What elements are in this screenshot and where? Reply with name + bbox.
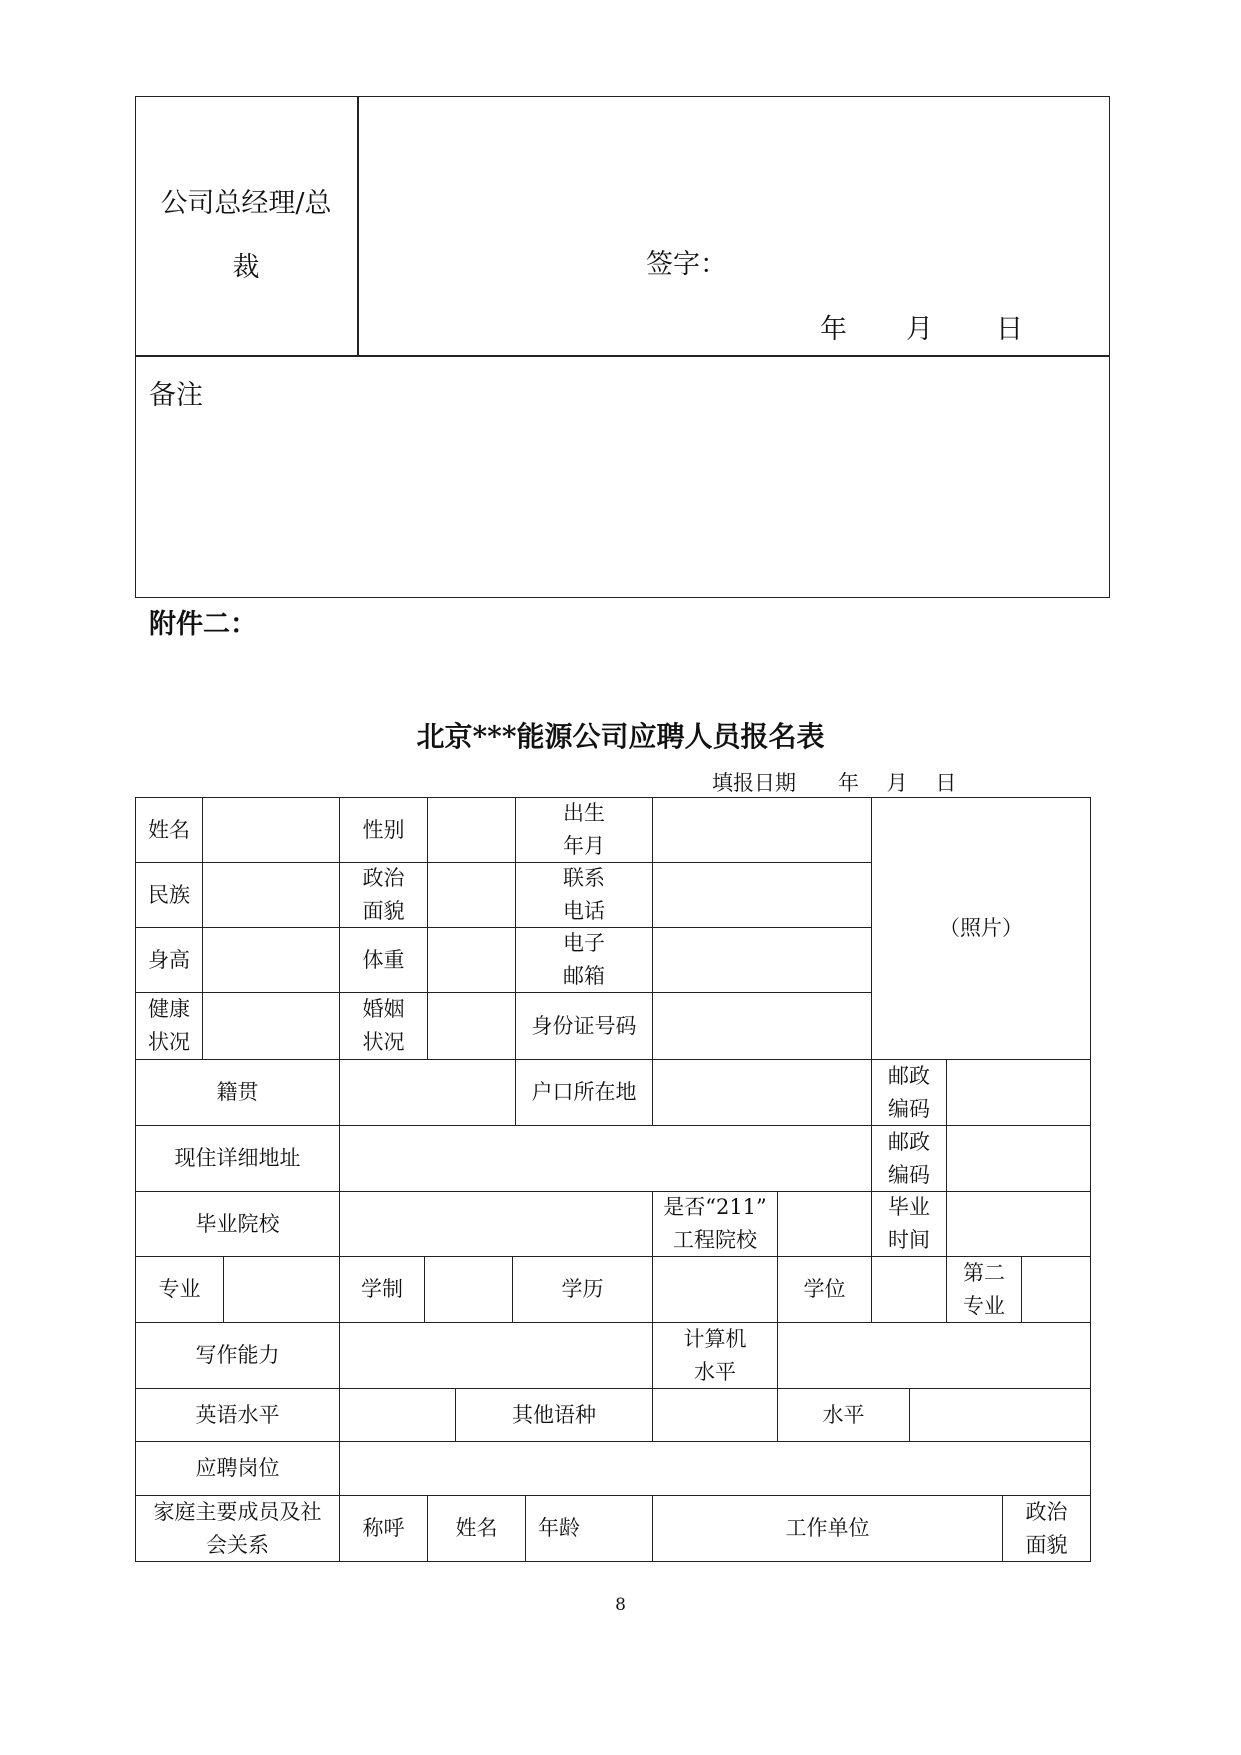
attachment-heading: 附件二：	[149, 609, 257, 640]
field-education[interactable]	[652, 1256, 778, 1323]
label-family-political: 政治 面貌	[1002, 1495, 1091, 1562]
field-hukou[interactable]	[652, 1059, 872, 1126]
field-height[interactable]	[202, 927, 340, 993]
label-relation: 称呼	[339, 1495, 428, 1562]
label-birth: 出生 年月	[515, 797, 653, 863]
label-age: 年龄	[525, 1495, 653, 1562]
date-year-label: 年	[820, 314, 847, 345]
field-address[interactable]	[339, 1125, 872, 1192]
label-family: 家庭主要成员及社 会关系	[135, 1495, 340, 1562]
remarks-label: 备注	[149, 380, 203, 411]
gm-label: 公司总经理/总 裁	[160, 188, 332, 283]
label-native-place: 籍贯	[135, 1059, 340, 1126]
field-position[interactable]	[339, 1441, 1091, 1496]
date-day-label: 日	[996, 314, 1023, 345]
label-gender: 性别	[339, 797, 428, 863]
label-marital: 婚姻 状况	[339, 992, 428, 1060]
label-name: 姓名	[135, 797, 203, 863]
field-second-major[interactable]	[1021, 1256, 1091, 1323]
label-writing: 写作能力	[135, 1322, 340, 1389]
field-name[interactable]	[202, 797, 340, 863]
field-id-number[interactable]	[652, 992, 872, 1060]
label-family-name: 姓名	[427, 1495, 526, 1562]
field-postcode-1[interactable]	[946, 1059, 1091, 1126]
label-english: 英语水平	[135, 1388, 340, 1442]
field-major[interactable]	[223, 1256, 340, 1323]
field-degree[interactable]	[871, 1256, 947, 1323]
field-ethnicity[interactable]	[202, 862, 340, 928]
field-grad-time[interactable]	[946, 1191, 1091, 1257]
field-postcode-2[interactable]	[946, 1125, 1091, 1192]
label-school: 毕业院校	[135, 1191, 340, 1257]
label-political: 政治 面貌	[339, 862, 428, 928]
photo-box[interactable]: （照片）	[871, 797, 1091, 1060]
label-major: 专业	[135, 1256, 224, 1323]
field-other-lang[interactable]	[652, 1388, 778, 1442]
field-school[interactable]	[339, 1191, 653, 1257]
signature-label: 签字：	[646, 249, 727, 280]
label-employer: 工作单位	[652, 1495, 1003, 1562]
approval-divider-vertical	[357, 96, 359, 356]
label-address: 现住详细地址	[135, 1125, 340, 1192]
field-weight[interactable]	[427, 927, 516, 993]
field-is211[interactable]	[777, 1191, 872, 1257]
label-weight: 体重	[339, 927, 428, 993]
label-hukou: 户口所在地	[515, 1059, 653, 1126]
label-level: 水平	[777, 1388, 910, 1442]
label-contact: 联系 电话	[515, 862, 653, 928]
fill-date: 填报日期 年 月 日	[712, 771, 957, 795]
page-number: 8	[615, 1595, 626, 1615]
label-ethnicity: 民族	[135, 862, 203, 928]
label-position: 应聘岗位	[135, 1441, 340, 1496]
label-degree: 学位	[777, 1256, 872, 1323]
label-second-major: 第二 专业	[946, 1256, 1022, 1323]
label-schooling: 学制	[339, 1256, 425, 1323]
field-birth[interactable]	[652, 797, 872, 863]
field-health[interactable]	[202, 992, 340, 1060]
label-other-lang: 其他语种	[455, 1388, 653, 1442]
field-contact[interactable]	[652, 862, 872, 928]
label-height: 身高	[135, 927, 203, 993]
label-is211: 是否“211” 工程院校	[652, 1191, 778, 1257]
field-schooling[interactable]	[424, 1256, 513, 1323]
form-title: 北京***能源公司应聘人员报名表	[416, 720, 825, 753]
label-grad-time: 毕业 时间	[871, 1191, 947, 1257]
field-gender[interactable]	[427, 797, 516, 863]
field-computer[interactable]	[777, 1322, 1091, 1389]
field-political[interactable]	[427, 862, 516, 928]
field-native-place[interactable]	[339, 1059, 516, 1126]
label-postcode-2: 邮政 编码	[871, 1125, 947, 1192]
field-writing[interactable]	[339, 1322, 653, 1389]
label-postcode-1: 邮政 编码	[871, 1059, 947, 1126]
field-email[interactable]	[652, 927, 872, 993]
label-computer: 计算机 水平	[652, 1322, 778, 1389]
label-id-number: 身份证号码	[515, 992, 653, 1060]
label-health: 健康 状况	[135, 992, 203, 1060]
label-education: 学历	[512, 1256, 653, 1323]
date-month-label: 月	[906, 314, 933, 345]
field-level[interactable]	[909, 1388, 1091, 1442]
field-english[interactable]	[339, 1388, 456, 1442]
approval-divider-horizontal	[135, 355, 1110, 357]
field-marital[interactable]	[427, 992, 516, 1060]
label-email: 电子 邮箱	[515, 927, 653, 993]
